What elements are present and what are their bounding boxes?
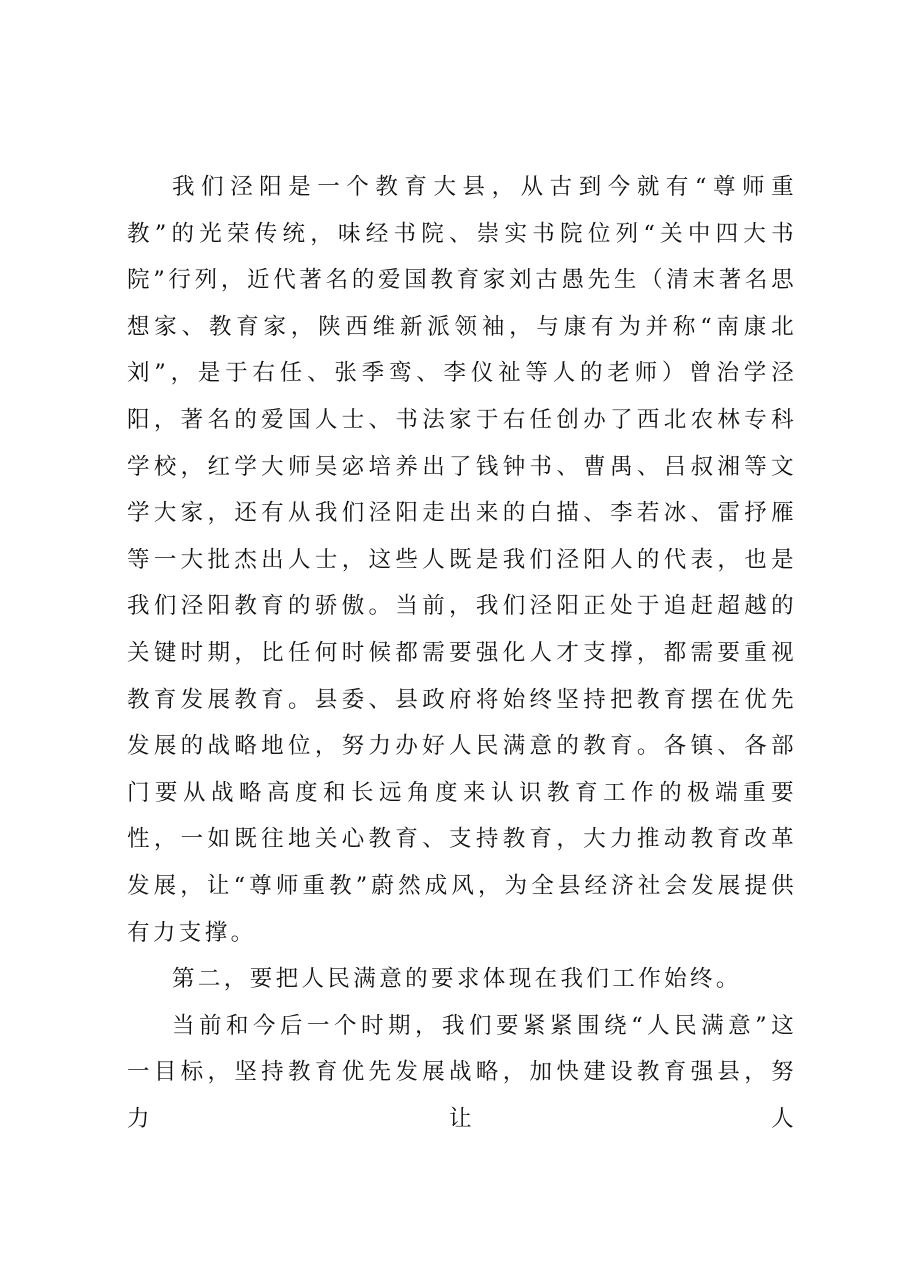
body-text bbox=[127, 164, 797, 1142]
paragraph-second-point-heading: 第二，要把人民满意的要求体现在我们工作始终。 bbox=[172, 966, 742, 993]
paragraph-people-satisfaction: 当前和今后一个时期，我们要紧紧围绕“人民满意”这一目标，坚持教育优先发展战略，加快建设教育强县，努力让人 bbox=[127, 1012, 797, 1132]
paragraph-education-tradition: 我们泾阳是一个教育大县，从古到今就有“尊师重教”的光荣传统，味经书院、崇实书院位列“关中四大书院”行列，近代著名的爱国教育家刘古愚先生（清末著名思想家、教育家，陕西维新派领袖，与康有为并称“南康北刘”，是于右任、张季鸾、李仪祉等人的老师）曾治学泾阳，著名的爱国人士、书法家于右任创办了西北农林专科学校，红学大师吴宓培养出了钱钟书、曹禺、吕叔湘等文学大家，还有从我们泾阳走出来的白描、李若冰、雷抒雁等一大批杰出人士，这些人既是我们泾阳人的代表，也是我们泾阳教育的骄傲。当前，我们泾阳正处于追赶超越的关键时期，比任何时候都需要强化人才支撑，都需要重视教育发展教育。县委、县政府将始终坚持把教育摆在优先发展的战略地位，努力办好人民满意的教育。各镇、各部门要从战略高度和长远角度来认识教育工作的极端重要性，一如既往地关心教育、支持教育，大力推动教育改革发展，让“尊师重教”蔚然成风，为全县经济社会发展提供有力支撑。 bbox=[127, 174, 797, 946]
